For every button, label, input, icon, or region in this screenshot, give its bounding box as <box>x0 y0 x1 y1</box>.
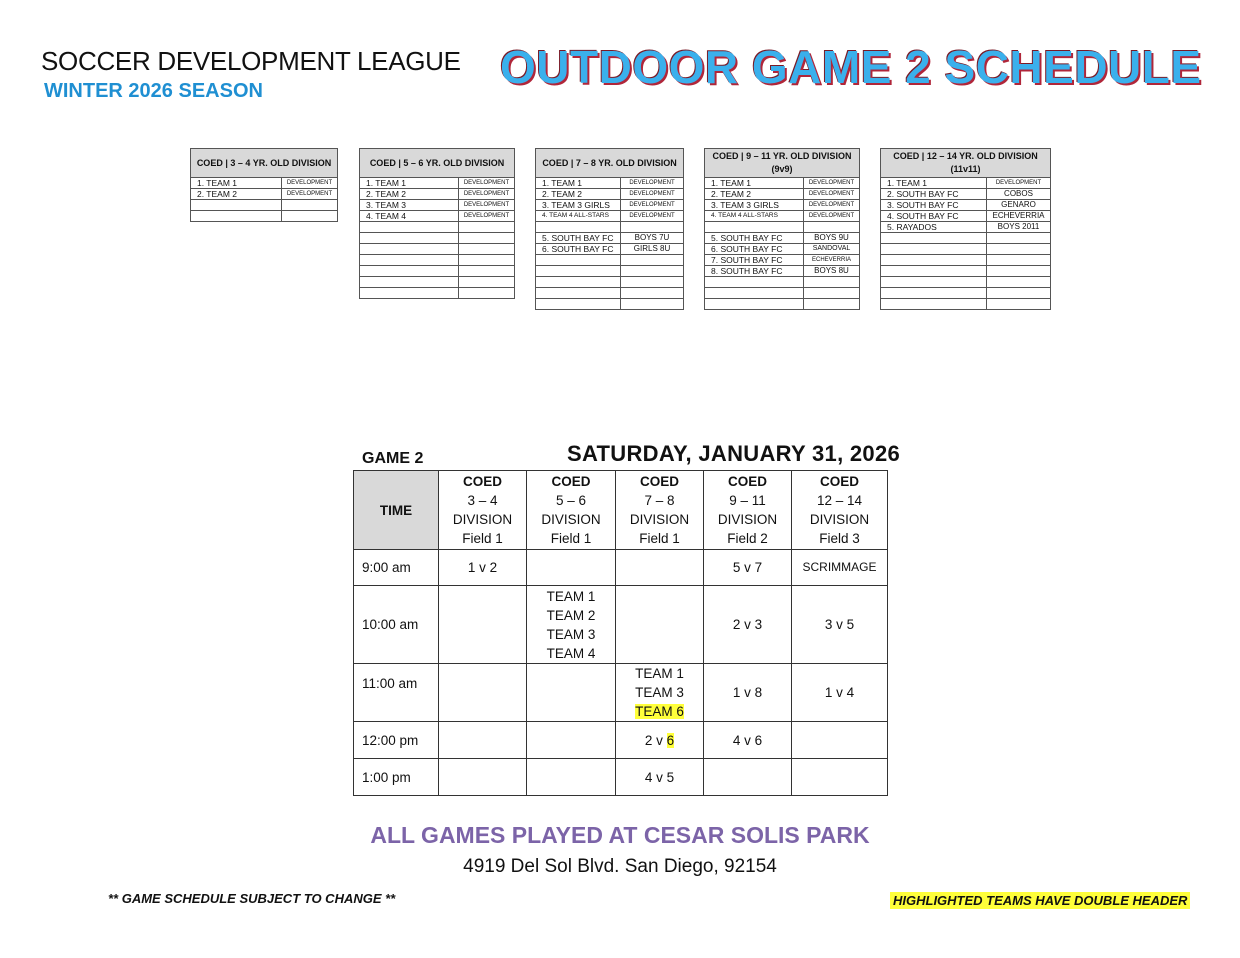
match-cell <box>439 586 527 664</box>
time-cell: 12:00 pm <box>354 722 439 759</box>
time-cell: 9:00 am <box>354 550 439 586</box>
roster-row: 3. TEAM 3 GIRLS DEVELOPMENT <box>705 200 860 211</box>
roster-row <box>360 255 515 266</box>
time-cell: 10:00 am <box>354 586 439 664</box>
match-cell <box>439 759 527 796</box>
game-schedule-table <box>353 470 888 796</box>
time-cell: 11:00 am <box>354 664 439 722</box>
roster-row: 1. TEAM 1 DEVELOPMENT <box>881 178 1051 189</box>
match-cell <box>527 664 616 722</box>
season-label: WINTER 2026 SEASON <box>44 80 263 102</box>
roster-row <box>705 277 860 288</box>
match-cell <box>792 759 888 796</box>
page-title: OUTDOOR GAME 2 SCHEDULE <box>500 41 1202 93</box>
match-cell <box>792 722 888 759</box>
division-header: COED 12 – 14 DIVISION Field 3 <box>792 471 888 550</box>
roster-row: 2. TEAM 2 DEVELOPMENT <box>536 189 684 200</box>
roster-row: 5. SOUTH BAY FC BOYS 7U <box>536 233 684 244</box>
roster-row: 4. TEAM 4 ALL-STARS DEVELOPMENT <box>705 211 860 222</box>
roster-title: COED | 3 – 4 YR. OLD DIVISION <box>191 149 338 178</box>
schedule-row <box>354 586 888 664</box>
schedule-row <box>354 550 888 586</box>
roster-row <box>360 233 515 244</box>
roster-row <box>881 288 1051 299</box>
roster-row <box>881 233 1051 244</box>
time-header: TIME <box>354 471 439 550</box>
roster-row <box>360 266 515 277</box>
roster-row: 2. TEAM 2 DEVELOPMENT <box>705 189 860 200</box>
roster-title: COED | 7 – 8 YR. OLD DIVISION <box>536 149 684 178</box>
roster-row <box>881 244 1051 255</box>
roster-row: 8. SOUTH BAY FC BOYS 8U <box>705 266 860 277</box>
roster-row <box>881 277 1051 288</box>
roster-table-5-6 <box>359 148 515 299</box>
schedule-row <box>354 759 888 796</box>
match-cell: 2 v 3 <box>704 586 792 664</box>
park-address: 4919 Del Sol Blvd. San Diego, 92154 <box>463 856 777 877</box>
division-header: COED 5 – 6 DIVISION Field 1 <box>527 471 616 550</box>
match-cell: 5 v 7 <box>704 550 792 586</box>
match-cell: 4 v 6 <box>704 722 792 759</box>
roster-row: 5. RAYADOS BOYS 2011 <box>881 222 1051 233</box>
roster-table-12-14 <box>880 148 1051 310</box>
roster-row <box>705 288 860 299</box>
roster-row <box>360 288 515 299</box>
match-cell: 1 v 2 <box>439 550 527 586</box>
match-cell: 1 v 4 <box>792 664 888 722</box>
game-date: SATURDAY, JANUARY 31, 2026 <box>567 441 901 466</box>
match-cell <box>527 759 616 796</box>
roster-title: COED | 9 – 11 YR. OLD DIVISION (9v9) <box>705 149 860 178</box>
roster-row: 4. SOUTH BAY FC ECHEVERRIA <box>881 211 1051 222</box>
roster-row: 3. SOUTH BAY FC GENARO <box>881 200 1051 211</box>
park-location: ALL GAMES PLAYED AT CESAR SOLIS PARK <box>370 822 870 848</box>
roster-table-3-4 <box>190 148 338 222</box>
roster-row: 1. TEAM 1 DEVELOPMENT <box>705 178 860 189</box>
roster-row: 1. TEAM 1 DEVELOPMENT <box>536 178 684 189</box>
roster-row: 6. SOUTH BAY FC SANDOVAL <box>705 244 860 255</box>
roster-row: 5. SOUTH BAY FC BOYS 9U <box>705 233 860 244</box>
roster-row: 4. TEAM 4 DEVELOPMENT <box>360 211 515 222</box>
match-cell: 4 v 5 <box>616 759 704 796</box>
roster-table-9-11 <box>704 148 860 310</box>
match-cell <box>616 586 704 664</box>
roster-row: 3. TEAM 3 DEVELOPMENT <box>360 200 515 211</box>
division-header: COED 3 – 4 DIVISION Field 1 <box>439 471 527 550</box>
match-cell <box>439 722 527 759</box>
match-cell: 1 v 8 <box>704 664 792 722</box>
roster-row <box>360 244 515 255</box>
roster-row <box>536 255 684 266</box>
roster-row: 1. TEAM 1 DEVELOPMENT <box>360 178 515 189</box>
roster-row <box>360 277 515 288</box>
match-cell <box>704 759 792 796</box>
roster-row <box>881 299 1051 310</box>
highlighted-team: 6 <box>666 732 675 748</box>
roster-row <box>536 299 684 310</box>
time-cell: 1:00 pm <box>354 759 439 796</box>
schedule-row <box>354 722 888 759</box>
match-cell <box>439 664 527 722</box>
roster-row <box>705 222 860 233</box>
roster-row: 7. SOUTH BAY FC ECHEVERRIA <box>705 255 860 266</box>
match-cell: 2 v 6 <box>616 722 704 759</box>
roster-title: COED | 12 – 14 YR. OLD DIVISION (11v11) <box>881 149 1051 178</box>
roster-row: 4. TEAM 4 ALL-STARS DEVELOPMENT <box>536 211 684 222</box>
match-cell: TEAM 1 TEAM 3 TEAM 6 <box>616 664 704 722</box>
roster-row: 2. SOUTH BAY FC COBOS <box>881 189 1051 200</box>
double-header-note: HIGHLIGHTED TEAMS HAVE DOUBLE HEADER <box>890 892 1190 909</box>
division-header: COED 9 – 11 DIVISION Field 2 <box>704 471 792 550</box>
roster-row: 1. TEAM 1 DEVELOPMENT <box>191 178 338 189</box>
match-cell: TEAM 1 TEAM 2 TEAM 3 TEAM 4 <box>527 586 616 664</box>
roster-row <box>705 299 860 310</box>
roster-row <box>881 255 1051 266</box>
match-cell <box>616 550 704 586</box>
roster-row: 2. TEAM 2 DEVELOPMENT <box>360 189 515 200</box>
roster-row <box>360 222 515 233</box>
league-name: SOCCER DEVELOPMENT LEAGUE <box>41 46 461 76</box>
roster-title: COED | 5 – 6 YR. OLD DIVISION <box>360 149 515 178</box>
schedule-row <box>354 664 888 722</box>
match-cell: SCRIMMAGE <box>792 550 888 586</box>
roster-row <box>536 277 684 288</box>
roster-row <box>191 211 338 222</box>
roster-row <box>536 266 684 277</box>
match-cell: 3 v 5 <box>792 586 888 664</box>
schedule-disclaimer: ** GAME SCHEDULE SUBJECT TO CHANGE ** <box>108 891 396 906</box>
match-cell <box>527 550 616 586</box>
division-header: COED 7 – 8 DIVISION Field 1 <box>616 471 704 550</box>
game-label: GAME 2 <box>362 450 424 467</box>
roster-row: 3. TEAM 3 GIRLS DEVELOPMENT <box>536 200 684 211</box>
highlighted-team: TEAM 6 <box>635 704 684 719</box>
roster-row <box>536 288 684 299</box>
roster-table-7-8 <box>535 148 684 310</box>
match-cell <box>527 722 616 759</box>
roster-row: 6. SOUTH BAY FC GIRLS 8U <box>536 244 684 255</box>
roster-row: 2. TEAM 2 DEVELOPMENT <box>191 189 338 200</box>
roster-row <box>191 200 338 211</box>
roster-row <box>881 266 1051 277</box>
roster-row <box>536 222 684 233</box>
